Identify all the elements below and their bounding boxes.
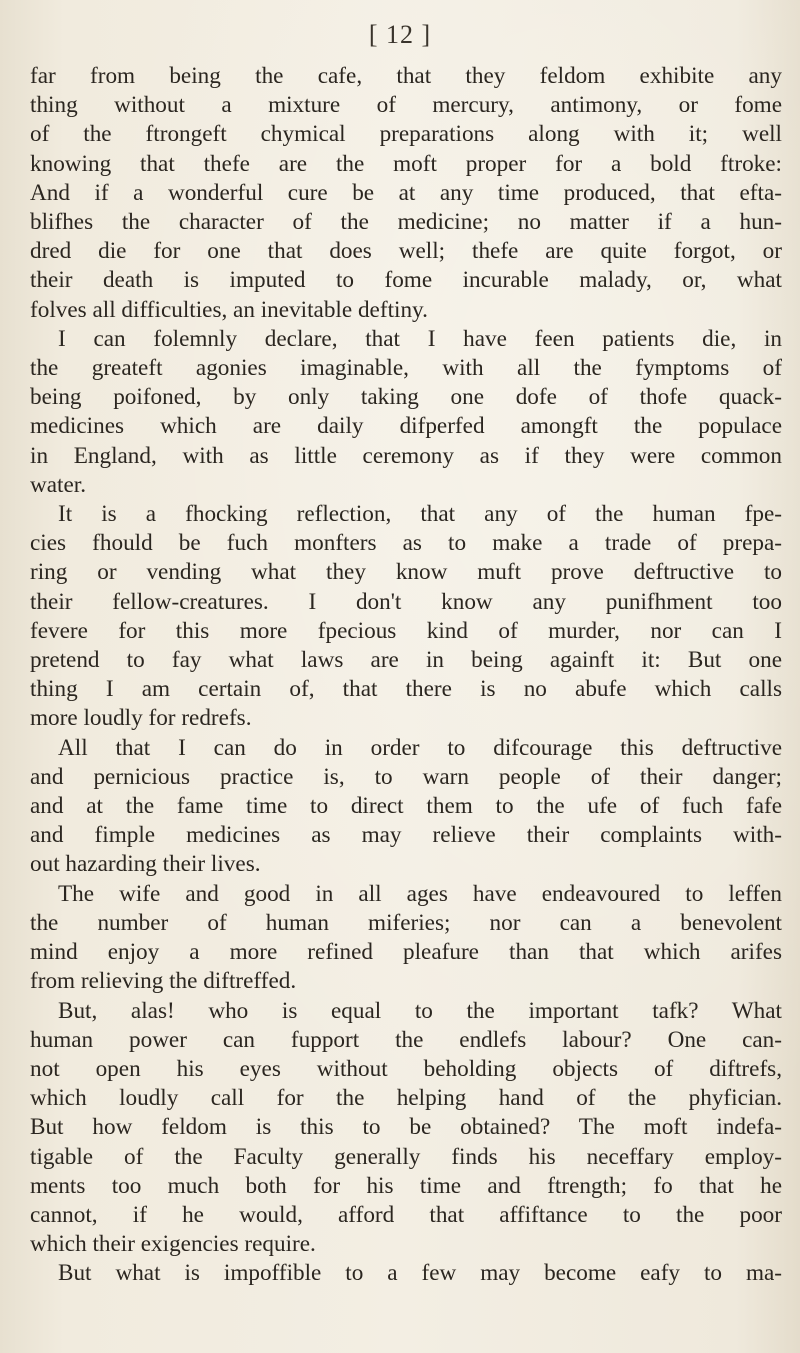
text-line: water.	[30, 471, 87, 498]
text-line: the greateft agonies imaginable, with all the fymptoms of	[30, 355, 782, 382]
text-line: ments too much both for his time and ftrength; fo that he	[30, 1172, 782, 1199]
text-line: being poifoned, by only taking one dofe of thofe quack-	[30, 384, 782, 411]
text-line: dred die for one that does well; thefe are quite forgot, or	[30, 238, 782, 265]
text-line: in England, with as little ceremony as if they were common	[30, 442, 782, 469]
text-line: of the ftrongeft chymical preparations along with it; well	[30, 121, 782, 148]
text-line: But how feldom is this to be obtained? The moft indefa-	[30, 1114, 782, 1141]
body-text	[30, 62, 782, 1289]
text-line: knowing that thefe are the moft proper for a bold ftroke:	[30, 150, 782, 177]
text-line: All that I can do in order to difcourage this deftructive	[58, 734, 782, 761]
text-line: blifhes the character of the medicine; no matter if a hun-	[30, 209, 782, 236]
text-line: and fimple medicines as may relieve their complaints with-	[30, 822, 782, 849]
text-line: out hazarding their lives.	[30, 851, 261, 878]
text-line: which their exigencies require.	[30, 1231, 316, 1258]
text-line: cannot, if he would, afford that affiftance to the poor	[30, 1201, 782, 1228]
text-line: I can folemnly declare, that I have feen patients die, in	[58, 325, 782, 352]
text-line: fevere for this more fpecious kind of murder, nor can I	[30, 617, 782, 644]
text-line: which loudly call for the helping hand of the phyfician.	[30, 1085, 782, 1112]
text-line: more loudly for redrefs.	[30, 705, 252, 732]
text-line: and pernicious practice is, to warn people of their danger;	[30, 763, 782, 790]
text-line: But what is impoffible to a few may become eafy to ma-	[58, 1260, 782, 1287]
text-line: from relieving the diftreffed.	[30, 968, 297, 995]
text-line: And if a wonderful cure be at any time produced, that efta-	[30, 179, 782, 206]
text-line: cies fhould be fuch monfters as to make a trade of prepa-	[30, 530, 782, 557]
page-number: [ 12 ]	[368, 20, 432, 49]
text-line: their fellow-creatures. I don't know any punifhment too	[30, 588, 782, 615]
text-line: thing without a mixture of mercury, antimony, or fome	[30, 92, 782, 119]
text-line: mind enjoy a more refined pleafure than that which arifes	[30, 939, 782, 966]
text-line: But, alas! who is equal to the important tafk? What	[58, 997, 782, 1024]
text-line: their death is imputed to fome incurable malady, or, what	[30, 267, 782, 294]
text-line: medicines which are daily difperfed amongft the populace	[30, 413, 782, 440]
text-line: tigable of the Faculty generally finds his neceffary employ-	[30, 1143, 782, 1170]
text-line: pretend to fay what laws are in being againft it: But one	[30, 647, 782, 674]
text-line: and at the fame time to direct them to the ufe of fuch fafe	[30, 793, 782, 820]
text-line: The wife and good in all ages have endeavoured to leffen	[58, 880, 782, 907]
text-line: not open his eyes without beholding objects of diftrefs,	[30, 1055, 782, 1082]
text-line: ring or vending what they know muft prove deftructive to	[30, 559, 782, 586]
text-line: It is a fhocking reflection, that any of the human fpe-	[58, 501, 782, 528]
text-line: the number of human miferies; nor can a benevolent	[30, 909, 782, 936]
text-line: human power can fupport the endlefs labour? One can-	[30, 1026, 782, 1053]
text-line: thing I am certain of, that there is no abufe which calls	[30, 676, 782, 703]
text-line: folves all difficulties, an inevitable deftiny.	[30, 296, 428, 323]
text-line: far from being the cafe, that they feldom exhibite any	[30, 63, 782, 89]
